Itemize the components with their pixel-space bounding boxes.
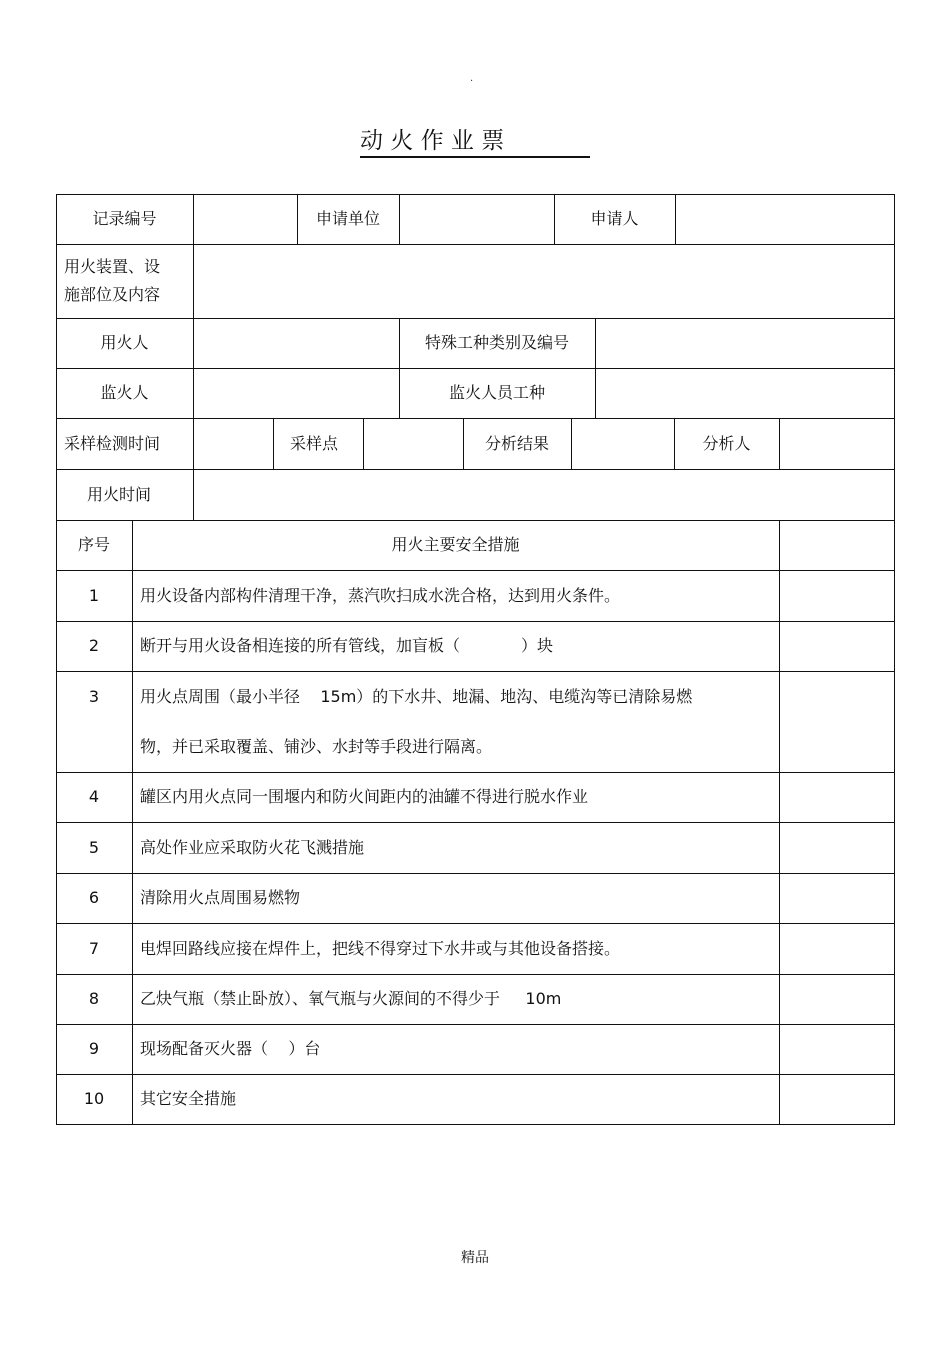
monitor-type-label: 监火人员工种 <box>448 383 545 402</box>
measure-check-cell[interactable] <box>779 974 894 1024</box>
measure-text: 电焊回路线应接在焊件上，把线不得穿过下水井或与其他设备搭接。 <box>140 938 621 958</box>
measure-text: 现场配备灭火器（ ）台 <box>140 1039 321 1058</box>
measure-check-cell[interactable] <box>779 923 894 974</box>
fire-person-label: 用火人 <box>100 333 149 352</box>
measure-text: 高处作业应采取防火花飞溅措施 <box>140 837 365 857</box>
measure-text <box>132 671 779 772</box>
record-no-field[interactable] <box>193 194 297 244</box>
measure-text: 罐区内用火点同一围堰内和防火间距内的油罐不得进行脱水作业 <box>140 787 589 806</box>
measure-check-header <box>779 520 894 570</box>
apply-unit-field[interactable] <box>399 194 554 244</box>
measure-check-cell[interactable] <box>779 671 894 772</box>
measure-text: 清除用火点周围易燃物 <box>140 888 301 907</box>
device-label-line1: 用火装置、设 <box>64 257 161 276</box>
measure-text-line2: 物，并已采取覆盖、铺沙、水封等手段进行隔离。 <box>140 736 493 756</box>
table-border <box>56 1124 895 1125</box>
sample-point-label: 采样点 <box>289 433 338 453</box>
sample-point-field[interactable] <box>363 418 463 469</box>
measure-no: 10 <box>83 1089 105 1108</box>
record-no-label: 记录编号 <box>92 209 157 228</box>
measure-check-cell[interactable] <box>779 1074 894 1124</box>
result-label: 分析结果 <box>484 433 549 453</box>
measure-no: 8 <box>88 989 100 1008</box>
page-footer: 精品 <box>461 1250 489 1266</box>
monitor-type-field[interactable] <box>595 368 894 418</box>
measure-check-cell[interactable] <box>779 621 894 671</box>
measure-text-line1: 用火点周围（最小半径 15m）的下水井、地漏、地沟、电缆沟等已清除易燃 <box>140 686 693 706</box>
measure-text: 断开与用火设备相连接的所有管线，加盲板（ ）块 <box>140 636 554 655</box>
measure-text: 用火设备内部构件清理干净，蒸汽吹扫成水洗合格，达到用火条件。 <box>140 585 621 605</box>
measure-check-cell[interactable] <box>779 1024 894 1074</box>
analyst-label: 分析人 <box>702 433 751 453</box>
monitor-field[interactable] <box>193 368 399 418</box>
applicant-field[interactable] <box>675 194 894 244</box>
measure-text: 乙炔气瓶（禁止卧放）、氧气瓶与火源间的不得少于 10m <box>140 989 562 1008</box>
measure-check-cell[interactable] <box>779 570 894 621</box>
device-field[interactable] <box>193 244 894 318</box>
device-label-line2: 施部位及内容 <box>64 285 161 304</box>
measures-header: 用火主要安全措施 <box>391 535 520 554</box>
measure-no: 2 <box>88 636 100 655</box>
special-work-field[interactable] <box>595 318 894 368</box>
measure-text: 其它安全措施 <box>140 1089 237 1108</box>
measure-no: 7 <box>88 938 100 958</box>
apply-unit-label: 申请单位 <box>315 209 380 228</box>
device-label <box>56 244 193 318</box>
result-field[interactable] <box>571 418 674 469</box>
measure-no: 5 <box>88 837 100 857</box>
monitor-label: 监火人 <box>100 383 149 402</box>
measure-no: 4 <box>88 787 100 806</box>
analyst-field[interactable] <box>779 418 894 469</box>
applicant-label: 申请人 <box>590 209 639 228</box>
measure-no: 6 <box>88 888 100 907</box>
fire-time-label: 用火时间 <box>86 484 151 504</box>
sample-time-label: 采样检测时间 <box>64 433 161 453</box>
page-dot: · <box>470 76 474 87</box>
fire-person-field[interactable] <box>193 318 399 368</box>
measure-check-cell[interactable] <box>779 822 894 873</box>
sample-time-field[interactable] <box>193 418 273 469</box>
measure-no: 9 <box>88 1039 100 1058</box>
measure-check-cell[interactable] <box>779 873 894 923</box>
measure-check-cell[interactable] <box>779 772 894 822</box>
measure-no: 3 <box>88 687 100 706</box>
fire-time-field[interactable] <box>193 469 894 520</box>
measure-no: 1 <box>88 585 100 605</box>
special-work-label: 特殊工种类别及编号 <box>424 333 569 352</box>
page-title <box>360 127 590 158</box>
page-title-text: 动 火 作 业 票 <box>360 128 505 154</box>
table-border <box>894 194 895 1125</box>
measure-no-header: 序号 <box>77 535 110 554</box>
